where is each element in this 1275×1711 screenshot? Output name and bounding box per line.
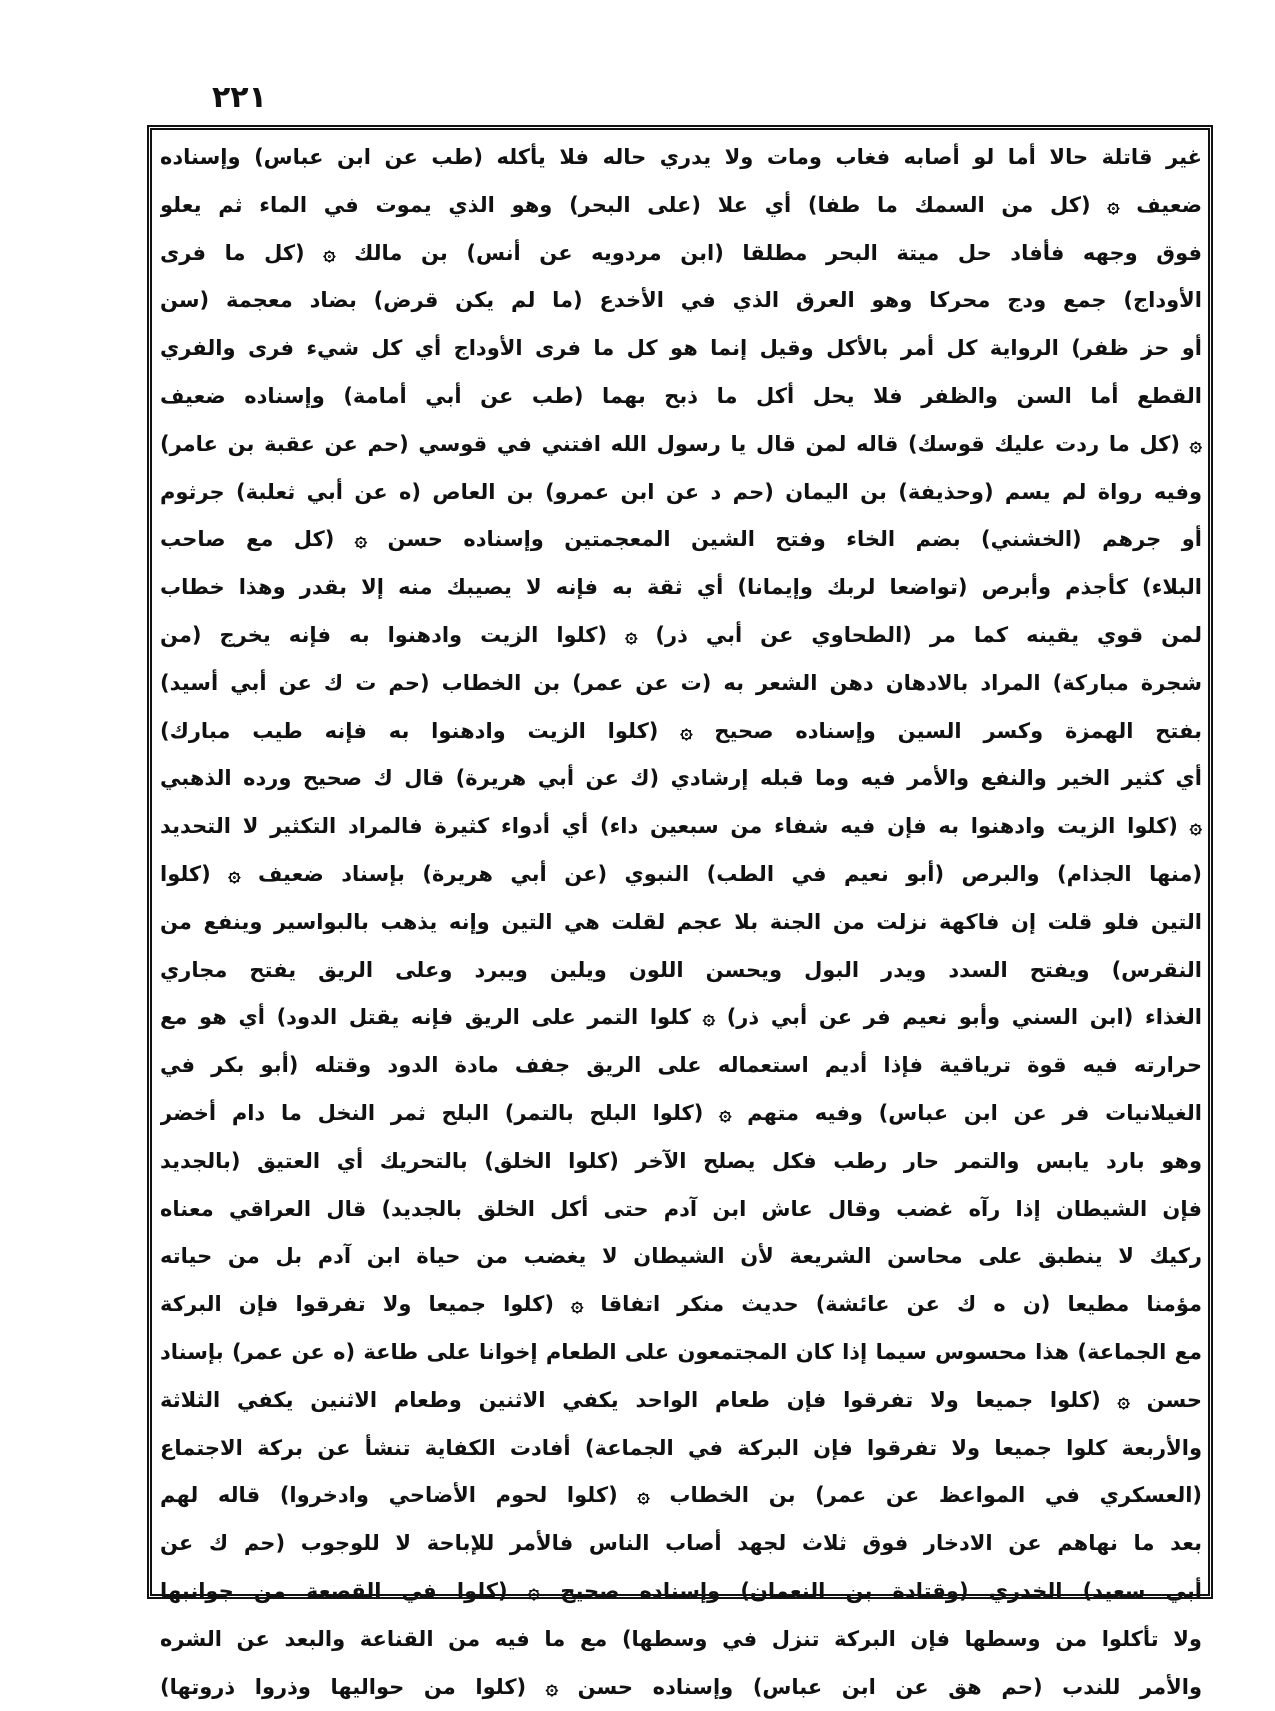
text-line: (العسكري في المواعظ عن عمر) بن الخطاب ۞ (كلوا لحوم الأضاحي وادخروا) قاله لهم — [160, 1472, 1202, 1520]
text-line: بفتح الهمزة وكسر السين وإسناده صحيح ۞ (كلوا الزيت وادهنوا به فإنه طيب مبارك) — [160, 708, 1202, 756]
text-line: حسن ۞ (كلوا جميعا ولا تفرقوا فإن طعام الواحد يكفي الاثنين وطعام الاثنين يكفي الثلاثة — [160, 1377, 1202, 1425]
text-line: القطع أما السن والظفر فلا يحل أكل ما ذبح بهما (طب عن أبي أمامة) وإسناده ضعيف — [160, 373, 1202, 421]
text-line: بعد ما نهاهم عن الادخار فوق ثلاث لجهد أصاب الناس فالأمر للإباحة لا للوجوب (حم ك عن — [160, 1520, 1202, 1568]
text-line: والأمر للندب (حم هق عن ابن عباس) وإسناده حسن ۞ (كلوا من حواليها وذروا ذروتها) — [160, 1664, 1202, 1711]
text-line: ضعيف ۞ (كل من السمك ما طفا) أي علا (على البحر) وهو الذي يموت في الماء ثم يعلو — [160, 182, 1202, 230]
text-line: وفيه رواة لم يسم (وحذيفة) بن اليمان (حم د عن ابن عمرو) بن العاص (ه عن أبي ثعلبة) جرثوم — [160, 469, 1202, 517]
text-line: وهو بارد يابس والتمر حار رطب فكل يصلح الآخر (كلوا الخلق) بالتحريك أي العتيق (بالجديد — [160, 1138, 1202, 1186]
text-line: ركيك لا ينطبق على محاسن الشريعة لأن الشيطان لا يغضب من حياة ابن آدم بل من حياته — [160, 1233, 1202, 1281]
text-line: ۞ (كلوا الزيت وادهنوا به فإن فيه شفاء من سبعين داء) أي أدواء كثيرة فالمراد التكثير لا التحديد — [160, 803, 1202, 851]
text-line: أي كثير الخير والنفع والأمر فيه وما قبله إرشادي (ك عن أبي هريرة) قال ك صحيح ورده الذهبي — [160, 755, 1202, 803]
text-line: حرارته فيه قوة ترياقية فإذا أديم استعماله على الريق جفف مادة الدود وقتله (أبو بكر في — [160, 1042, 1202, 1090]
page-number: ٢٢١ — [212, 80, 267, 115]
text-line: التين فلو قلت إن فاكهة نزلت من الجنة بلا عجم لقلت هي التين وإنه يذهب بالبواسير وينفع من — [160, 899, 1202, 947]
text-line: الغيلانيات فر عن ابن عباس) وفيه متهم ۞ (كلوا البلح بالتمر) البلح ثمر النخل ما دام أخضر — [160, 1090, 1202, 1138]
text-line: لمن قوي يقينه كما مر (الطحاوي عن أبي ذر) ۞ (كلوا الزيت وادهنوا به فإنه يخرج (من — [160, 612, 1202, 660]
main-text-block — [160, 134, 1202, 1590]
text-line: غير قاتلة حالا أما لو أصابه فغاب ومات ولا يدري حاله فلا يأكله (طب عن ابن عباس) وإسناده — [160, 134, 1202, 182]
text-line: الغذاء (ابن السني وأبو نعيم فر عن أبي ذر) ۞ كلوا التمر على الريق فإنه يقتل الدود) أي هو مع — [160, 994, 1202, 1042]
text-line: أبي سعيد) الخدري (وقتادة بن النعمان) وإسناده صحيح ۞ (كلوا في القصعة من جوانبها — [160, 1568, 1202, 1616]
text-line: شجرة مباركة) المراد بالادهان دهن الشعر به (ت عن عمر) بن الخطاب (حم ت ك عن أبي أسيد) — [160, 660, 1202, 708]
text-line: أو حز ظفر) الرواية كل أمر بالأكل وقيل إنما هو كل ما فرى الأوداج أي كل شيء فرى والفري — [160, 325, 1202, 373]
text-line: ۞ (كل ما ردت عليك قوسك) قاله لمن قال يا رسول الله افتني في قوسي (حم عن عقبة بن عامر) — [160, 421, 1202, 469]
text-line: والأربعة كلوا جميعا ولا تفرقوا فإن البركة في الجماعة) أفادت الكفاية تنشأ عن بركة الاجتماع — [160, 1425, 1202, 1473]
text-line: أو جرهم (الخشني) بضم الخاء وفتح الشين المعجمتين وإسناده حسن ۞ (كل مع صاحب — [160, 516, 1202, 564]
text-line: (منها الجذام) والبرص (أبو نعيم في الطب) النبوي (عن أبي هريرة) بإسناد ضعيف ۞ (كلوا — [160, 851, 1202, 899]
text-line: فوق وجهه فأفاد حل ميتة البحر مطلقا (ابن مردويه عن أنس) بن مالك ۞ (كل ما فرى — [160, 230, 1202, 278]
text-line: مؤمنا مطيعا (ن ه ك عن عائشة) حديث منكر اتفاقا ۞ (كلوا جميعا ولا تفرقوا فإن البركة — [160, 1281, 1202, 1329]
text-line: مع الجماعة) هذا محسوس سيما إذا كان المجتمعون على الطعام إخوانا على طاعة (ه عن عمر) بإسناد — [160, 1329, 1202, 1377]
text-line: الأوداج) جمع ودج محركا وهو العرق الذي في الأخدع (ما لم يكن قرض) بضاد معجمة (سن — [160, 277, 1202, 325]
text-line: البلاء) كأجذم وأبرص (تواضعا لربك وإيمانا) أي ثقة به فإنه لا يصيبك منه إلا بقدر وهذا خطاب — [160, 564, 1202, 612]
text-line: النقرس) ويفتح السدد ويدر البول ويحسن اللون ويلين ويبرد وعلى الريق يفتح مجاري — [160, 947, 1202, 995]
text-line: ولا تأكلوا من وسطها فإن البركة تنزل في وسطها) مع ما فيه من القناعة والبعد عن الشره — [160, 1616, 1202, 1664]
text-line: فإن الشيطان إذا رآه غضب وقال عاش ابن آدم حتى أكل الخلق بالجديد) قال العراقي معناه — [160, 1186, 1202, 1234]
